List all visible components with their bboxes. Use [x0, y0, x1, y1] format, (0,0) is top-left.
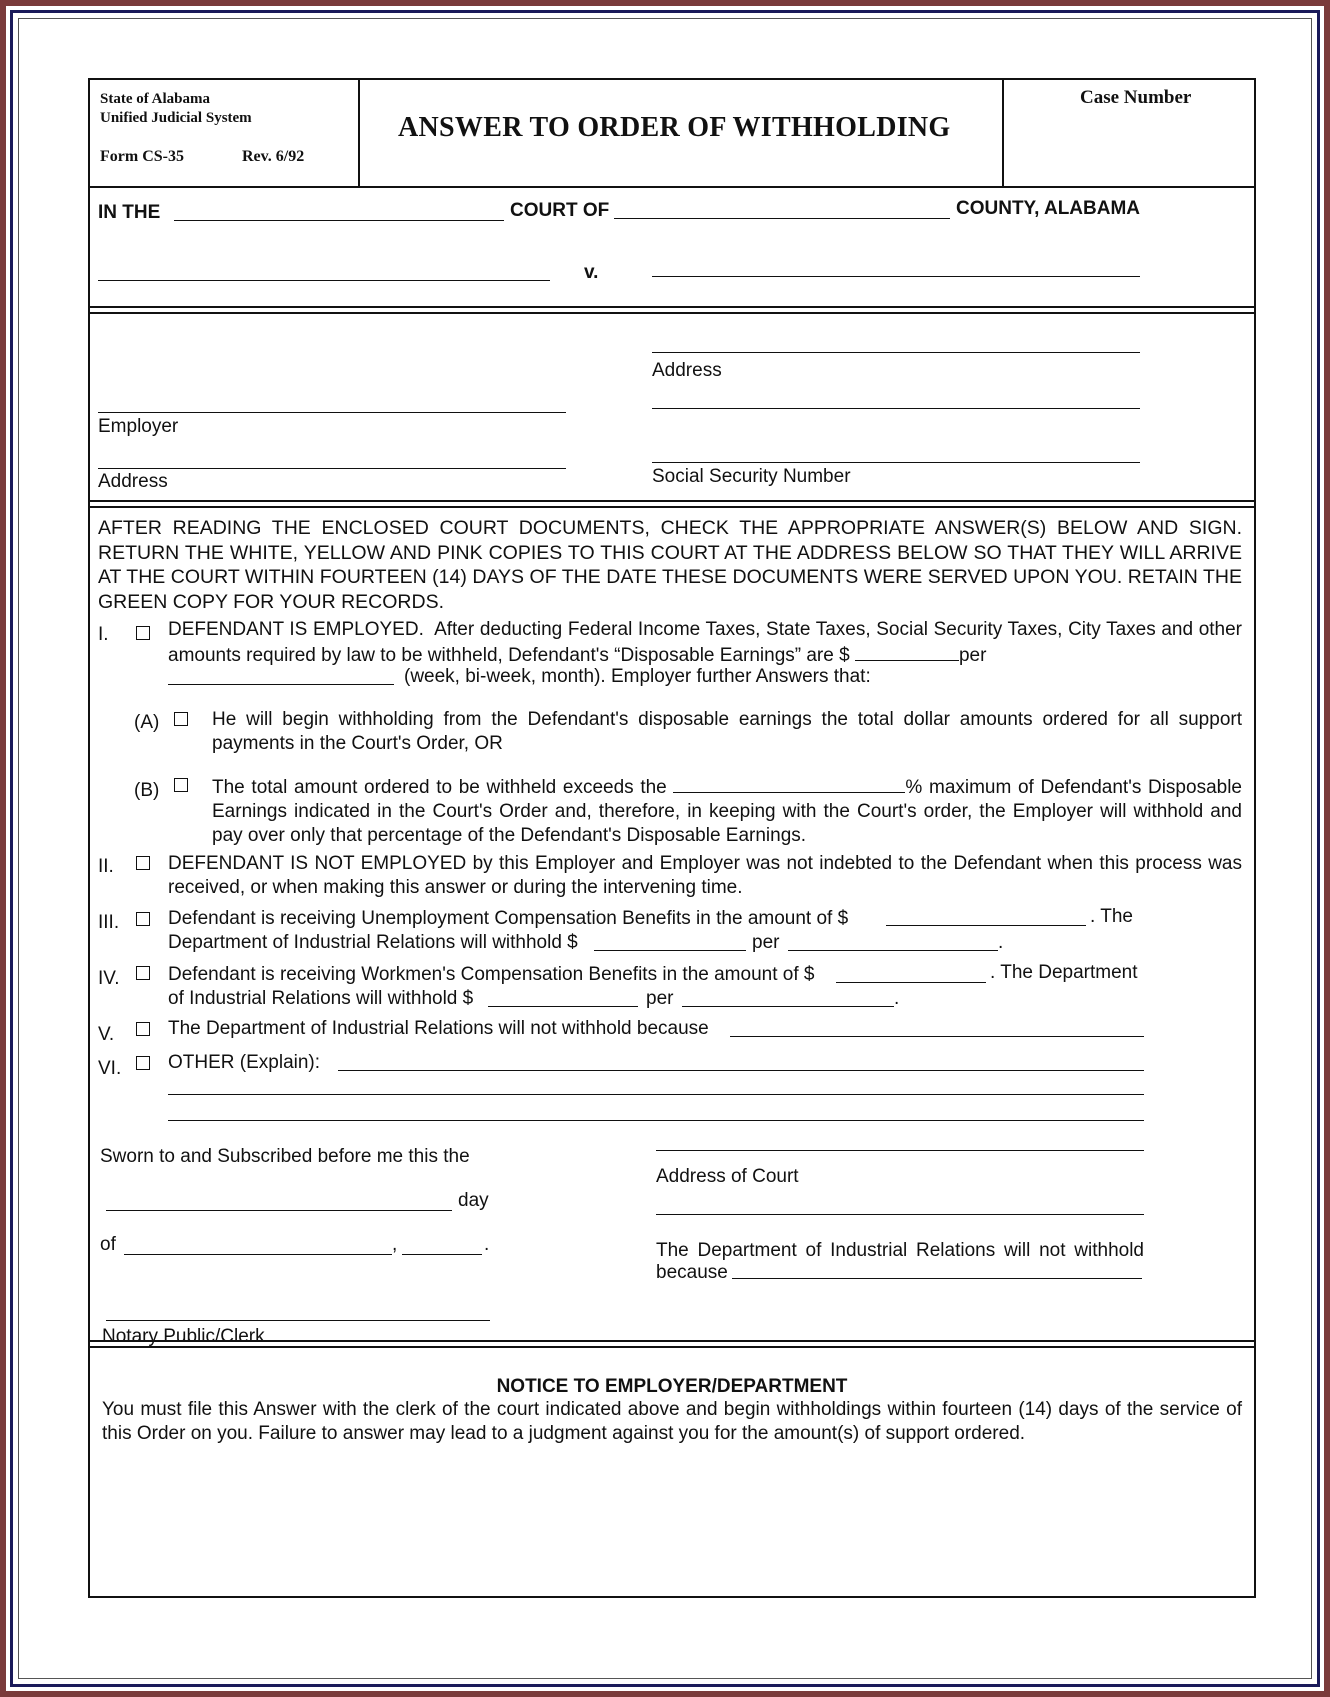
option-a-text: He will begin withholding from the Defendant's disposable earnings the total dollar amounts ordered for all support payments in the Court's Order, OR — [212, 709, 1242, 754]
item-i-period-text: (week, bi-week, month). Employer further Answers that: — [404, 666, 871, 687]
section-divider-2 — [90, 500, 1254, 508]
address-label-left: Address — [98, 471, 168, 492]
year-period: . — [484, 1234, 490, 1255]
because-label: because — [656, 1262, 728, 1283]
day-label: day — [458, 1190, 489, 1211]
workmens-amount-field[interactable] — [836, 982, 986, 983]
item-iv-dept: . The Department — [990, 962, 1138, 983]
item-ii-number: II. — [98, 856, 114, 877]
v-reason-field[interactable] — [730, 1036, 1144, 1037]
notice-text: You must file this Answer with the clerk of the court indicated above and begin withholdings within fourteen (14) days of the service of this Order on you. Failure to answer may lead to a judgment against you for the amount(s) of support ordered. — [102, 1399, 1242, 1444]
county-alabama-label: COUNTY, ALABAMA — [956, 198, 1141, 219]
in-the-label: IN THE — [98, 202, 161, 223]
item-iii-text-1: Defendant is receiving Unemployment Compensation Benefits in the amount of $ — [168, 908, 849, 929]
item-i-checkbox[interactable] — [136, 626, 150, 640]
item-ii-body: by this Employer and Employer was not indebted to the Defendant when this process was received, or when making this answer or during the intervening time. — [168, 853, 1242, 898]
item-iv-checkbox[interactable] — [136, 966, 150, 980]
notice-title: NOTICE TO EMPLOYER/DEPARTMENT — [496, 1376, 848, 1397]
workmens-period-field[interactable] — [682, 1006, 894, 1007]
comma-label: , — [392, 1234, 398, 1255]
item-iii-period: . — [998, 932, 1004, 953]
item-i-number: I. — [98, 624, 109, 645]
option-a-label: (A) — [134, 712, 160, 733]
defendant-address-field[interactable] — [652, 352, 1140, 353]
address-of-court-label: Address of Court — [656, 1166, 799, 1187]
case-number-label: Case Number — [1080, 87, 1192, 108]
option-b-text — [212, 774, 1242, 848]
form-title: ANSWER TO ORDER OF WITHHOLDING — [398, 112, 951, 143]
other-explain-field-2[interactable] — [168, 1094, 1144, 1095]
ssn-label: Social Security Number — [652, 466, 851, 487]
item-v-text: The Department of Industrial Relations will not withhold because — [168, 1018, 709, 1039]
item-iv-number: IV. — [98, 968, 120, 989]
item-iii-per: per — [752, 932, 780, 953]
item-iv-text-1: Defendant is receiving Workmen's Compensation Benefits in the amount of $ — [168, 964, 815, 985]
notary-signature-field[interactable] — [106, 1320, 490, 1321]
system-label: Unified Judicial System — [100, 110, 252, 126]
section-divider-1 — [90, 306, 1254, 314]
option-b-text-1: The total amount ordered to be withheld exceeds the — [212, 777, 667, 798]
of-label: of — [100, 1234, 116, 1255]
court-of-label: COURT OF — [510, 200, 610, 221]
workmens-withhold-field[interactable] — [488, 1006, 638, 1007]
unemployment-withhold-field[interactable] — [594, 950, 746, 951]
notary-label: Notary Public/Clerk — [102, 1326, 265, 1347]
employer-address-field[interactable] — [98, 468, 566, 469]
item-iii-checkbox[interactable] — [136, 912, 150, 926]
header-title-box — [360, 80, 1004, 188]
other-explain-field-3[interactable] — [168, 1120, 1144, 1121]
defendant-address-field-2[interactable] — [652, 408, 1140, 409]
instructions-text: AFTER READING THE ENCLOSED COURT DOCUMENTS, CHECK THE APPROPRIATE ANSWER(S) BELOW AND SIGN. RETURN THE WHITE, YELLOW AND PINK COPIES TO THIS COURT AT THE ADDRESS BELOW SO THAT THEY WILL ARRIVE AT THE COURT WITHIN FOURTEEN (14) DAYS OF THE DATE THESE DOCUMENTS WERE SERVED UPON YOU. RETAIN THE GREEN COPY FOR YOUR RECORDS. — [98, 517, 1242, 613]
form-document — [88, 78, 1256, 1598]
item-ii-checkbox[interactable] — [136, 856, 150, 870]
option-b-checkbox[interactable] — [174, 778, 188, 792]
form-number: Form CS-35 — [100, 148, 184, 165]
item-iv-per: per — [646, 988, 674, 1009]
court-address-field[interactable] — [656, 1150, 1144, 1151]
department-reason-field[interactable] — [732, 1278, 1142, 1279]
sworn-text: Sworn to and Subscribed before me this the — [100, 1146, 470, 1167]
item-iv-text-2: of Industrial Relations will withhold $ — [168, 988, 474, 1009]
versus-label: v. — [584, 262, 599, 283]
employer-field[interactable] — [98, 412, 566, 413]
item-v-number: V. — [98, 1024, 115, 1045]
item-ii-text — [168, 852, 1242, 900]
court-address-field-2[interactable] — [656, 1214, 1144, 1215]
option-b-label: (B) — [134, 780, 160, 801]
header-agency-box — [90, 80, 360, 188]
month-field[interactable] — [124, 1254, 392, 1255]
item-i-heading: DEFENDANT IS EMPLOYED. — [168, 619, 424, 640]
item-vi-number: VI. — [98, 1058, 122, 1079]
case-number-box[interactable] — [1004, 80, 1254, 188]
item-iii-text-2: Department of Industrial Relations will withhold $ — [168, 932, 578, 953]
percentage-field[interactable] — [673, 774, 905, 793]
item-v-checkbox[interactable] — [136, 1022, 150, 1036]
plaintiff-field[interactable] — [98, 280, 550, 281]
address-label-right: Address — [652, 360, 722, 381]
unemployment-amount-field[interactable] — [886, 925, 1086, 926]
court-name-field[interactable] — [174, 220, 504, 221]
item-i-per: per — [958, 645, 987, 666]
disposable-earnings-field[interactable] — [855, 642, 959, 661]
item-iv-period: . — [894, 988, 900, 1009]
other-explain-field-1[interactable] — [338, 1070, 1144, 1071]
ssn-field[interactable] — [652, 462, 1140, 463]
year-field[interactable] — [402, 1254, 482, 1255]
county-name-field[interactable] — [614, 218, 950, 219]
item-i-text — [168, 618, 1242, 668]
item-vi-checkbox[interactable] — [136, 1056, 150, 1070]
option-b-text-2: % maximum of Defendant's Disposable Earnings indicated in the Court's Order and, therefore, in keeping with the Court's order, the Employer will withhold and pay over only that percentage of the Defendant's Disposable Earnings. — [212, 777, 1242, 846]
unemployment-period-field[interactable] — [788, 950, 998, 951]
employer-label: Employer — [98, 416, 179, 437]
option-a-checkbox[interactable] — [174, 712, 188, 726]
pay-period-field[interactable] — [168, 684, 394, 685]
department-text: The Department of Industrial Relations will not withhold — [656, 1240, 1144, 1261]
form-revision: Rev. 6/92 — [242, 148, 305, 165]
item-vi-text: OTHER (Explain): — [168, 1052, 321, 1073]
section-divider-3 — [90, 1340, 1254, 1348]
defendant-field[interactable] — [652, 276, 1140, 277]
item-iii-the: . The — [1090, 906, 1133, 927]
day-field[interactable] — [106, 1210, 452, 1211]
item-i-body: After deducting Federal Income Taxes, State Taxes, Social Security Taxes, City Taxes and other amounts required by law to be withheld, Defendant's “Disposable Earnings” are $ — [168, 619, 1242, 666]
item-ii-heading: DEFENDANT IS NOT EMPLOYED — [168, 853, 467, 874]
state-label: State of Alabama — [100, 91, 210, 107]
item-iii-number: III. — [98, 912, 120, 933]
